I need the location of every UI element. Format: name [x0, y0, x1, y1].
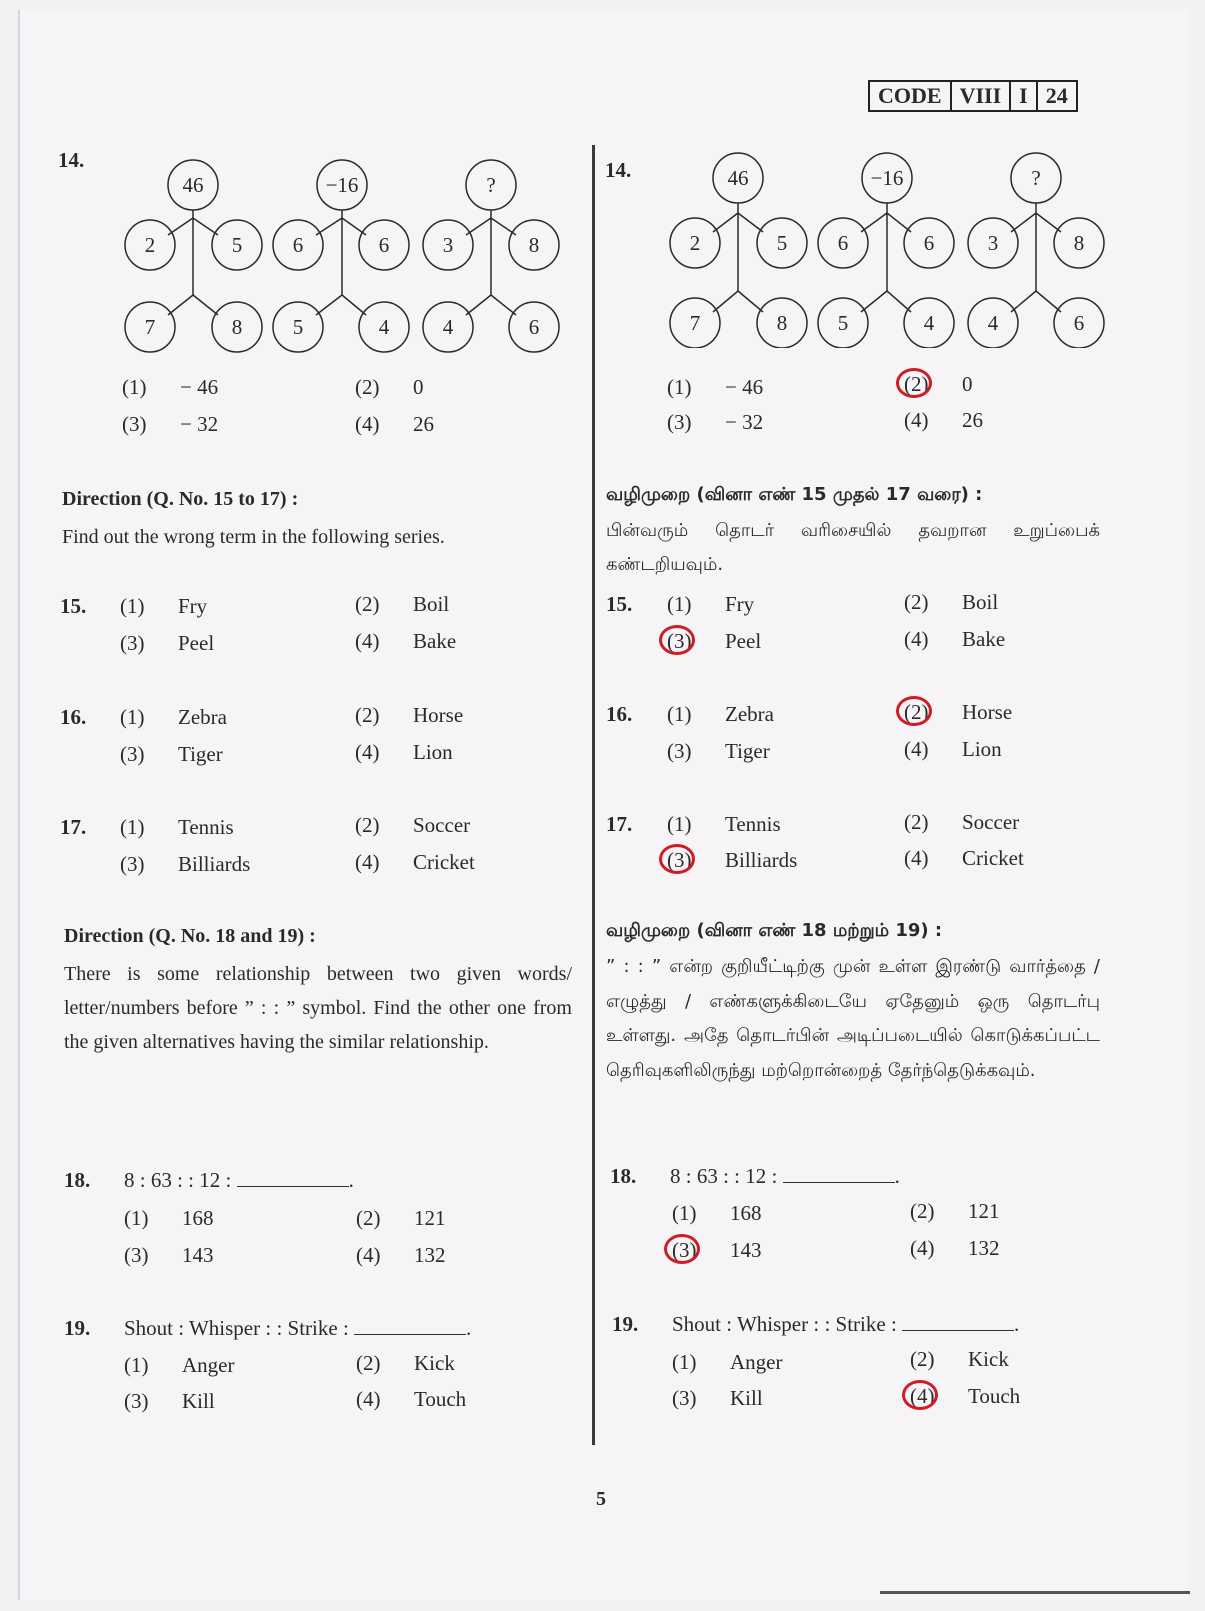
direction-heading: Direction (Q. No. 15 to 17) : — [62, 488, 299, 510]
option[interactable]: (1) Tennis — [120, 815, 234, 839]
option[interactable]: (2) Kick — [910, 1347, 1009, 1371]
question-number: 16. — [606, 702, 633, 726]
option[interactable]: (3) 143 — [124, 1243, 214, 1267]
question-number: 16. — [60, 705, 87, 729]
fig3-bottom-left: 4 — [987, 311, 999, 335]
fig2-bottom-left: 5 — [837, 311, 849, 335]
code-page: 24 — [1045, 83, 1068, 108]
direction-heading: வழிமுறை (வினா எண் 15 முதல் 17 வரை) : — [606, 484, 983, 505]
option-marked[interactable]: (4) Touch — [910, 1384, 1020, 1409]
question-number: 15. — [60, 594, 87, 618]
fig1-bottom-right: 8 — [231, 315, 243, 339]
option[interactable]: (1) Zebra — [667, 702, 774, 726]
question-number: 14. — [605, 158, 632, 182]
fig2-mid-right: 6 — [923, 231, 935, 255]
code-set: I — [1011, 82, 1038, 110]
fig3-mid-left: 3 — [987, 231, 999, 255]
fig3-bottom-left: 4 — [442, 315, 454, 339]
column-divider — [592, 145, 595, 1445]
option[interactable]: (3) − 32 — [122, 412, 219, 436]
option[interactable]: (4) Lion — [904, 737, 1002, 761]
option[interactable]: (2) Soccer — [355, 813, 471, 837]
option-marked[interactable]: (3) Peel — [667, 629, 761, 654]
answer-blank — [354, 1334, 466, 1335]
option[interactable]: (1) Tennis — [667, 812, 781, 836]
question-number: 17. — [60, 815, 87, 839]
question-number: 19. — [612, 1312, 639, 1336]
answer-mark-circle — [902, 1380, 938, 1410]
fig3-mid-left: 3 — [442, 233, 454, 257]
answer-mark-circle — [659, 625, 695, 655]
question-number: 17. — [606, 812, 633, 836]
option[interactable]: (2) 0 — [355, 375, 424, 399]
option[interactable]: (4) 132 — [910, 1236, 1000, 1260]
fig3-bottom-right: 6 — [528, 315, 540, 339]
scan-edge — [18, 10, 20, 1600]
fig3-top: ? — [1031, 166, 1041, 190]
fig2-top: −16 — [325, 173, 359, 197]
option[interactable]: (2) Horse — [355, 703, 464, 727]
option[interactable]: (2) Kick — [356, 1351, 455, 1375]
fig3-top: ? — [486, 173, 496, 197]
option-marked[interactable]: (2) Horse — [904, 700, 1012, 725]
q14-figure — [110, 155, 570, 355]
fig2-mid-left: 6 — [292, 233, 304, 257]
question-stem: 8 : 63 : : 12 : . — [124, 1168, 354, 1192]
direction-body: There is some relationship between two given words/ letter/numbers before ” : : ” symbol. Find the other one from the given alternatives having the similar relationship. — [64, 963, 572, 1053]
answer-blank — [237, 1186, 349, 1187]
fig2-bottom-left: 5 — [292, 315, 304, 339]
option[interactable]: (2) Boil — [904, 590, 999, 614]
option[interactable]: (3) Tiger — [667, 739, 770, 763]
question-stem: Shout : Whisper : : Strike : . — [124, 1316, 472, 1340]
option[interactable]: (1) Zebra — [120, 705, 227, 729]
option[interactable]: (1) Anger — [672, 1350, 783, 1374]
code-label: CODE — [870, 82, 952, 110]
fig2-mid-left: 6 — [837, 231, 849, 255]
question-number: 19. — [64, 1316, 91, 1340]
direction-body: ” : : ” என்ற குறியீட்டிற்கு முன் உள்ள இரண்டு வார்த்தை / எழுத்து / எண்களுக்கிடையே ஏதேனும் ஒரு தொடர்பு உள்ளது. அதே தொடர்பின் அடிப்படையில் கொடுக்கப்பட்ட தெரிவுகளிலிருந்து மற்றொன்றைத் தேர்ந்தெடுக்கவும். — [606, 956, 1100, 1081]
option[interactable]: (4) Lion — [355, 740, 453, 764]
direction-heading: Direction (Q. No. 18 and 19) : — [64, 925, 316, 947]
fig2-top: −16 — [870, 166, 904, 190]
option[interactable]: (4) Cricket — [904, 846, 1024, 870]
question-stem: Shout : Whisper : : Strike : . — [672, 1312, 1020, 1336]
answer-blank — [783, 1182, 895, 1183]
fig3-bottom-right: 6 — [1073, 311, 1085, 335]
fig2-mid-right: 6 — [378, 233, 390, 257]
option[interactable]: (3) Peel — [120, 631, 215, 655]
answer-blank — [902, 1330, 1014, 1331]
fig1-top: 46 — [727, 166, 749, 190]
option[interactable]: (4) 26 — [355, 412, 434, 436]
question-number: 18. — [610, 1164, 637, 1188]
option[interactable]: (4) 132 — [356, 1243, 446, 1267]
option[interactable]: (2) 121 — [910, 1199, 1000, 1223]
question-number: 14. — [58, 148, 85, 172]
option[interactable]: (2) Soccer — [904, 810, 1020, 834]
option[interactable]: (3) Kill — [124, 1389, 215, 1413]
option[interactable]: (4) Cricket — [355, 850, 475, 874]
answer-mark-circle — [659, 844, 695, 874]
fig3-mid-right: 8 — [1073, 231, 1085, 255]
page-number: 5 — [596, 1488, 606, 1510]
option[interactable]: (4) 26 — [904, 408, 983, 432]
fig1-mid-left: 2 — [144, 233, 156, 257]
question-stem: 8 : 63 : : 12 : . — [670, 1164, 900, 1188]
code-box — [868, 80, 1078, 112]
option[interactable]: (1) − 46 — [122, 375, 219, 399]
q14-figure — [655, 148, 1115, 348]
option[interactable]: (1) Fry — [667, 592, 755, 616]
option[interactable]: (3) Kill — [672, 1386, 763, 1410]
fig1-bottom-left: 7 — [144, 315, 156, 339]
fig2-bottom-right: 4 — [378, 315, 390, 339]
option[interactable]: (4) Bake — [355, 629, 457, 653]
question-number: 18. — [64, 1168, 91, 1192]
option[interactable]: (1) Fry — [120, 594, 208, 618]
code-class: VIII — [952, 82, 1012, 110]
fig2-bottom-right: 4 — [923, 311, 935, 335]
option[interactable]: (3) Billiards — [120, 852, 251, 876]
option[interactable]: (4) Bake — [904, 627, 1006, 651]
option[interactable]: (1) 168 — [124, 1206, 214, 1230]
option-marked[interactable]: (3) 143 — [672, 1238, 762, 1263]
fig1-mid-right: 5 — [776, 231, 788, 255]
option[interactable]: (1) − 46 — [667, 375, 764, 399]
answer-mark-circle — [896, 368, 932, 398]
option[interactable]: (3) Tiger — [120, 742, 223, 766]
option[interactable]: (2) Boil — [355, 592, 450, 616]
answer-mark-circle — [664, 1234, 700, 1264]
option-marked[interactable]: (2) 0 — [904, 372, 973, 397]
page-bottom-rule — [880, 1591, 1190, 1594]
option[interactable]: (1) 168 — [672, 1201, 762, 1225]
fig1-mid-left: 2 — [689, 231, 701, 255]
fig1-mid-right: 5 — [231, 233, 243, 257]
direction-body: பின்வரும் தொடர் வரிசையில் தவறான உறுப்பைக் கண்டறியவும். — [606, 520, 1100, 575]
fig1-bottom-right: 8 — [776, 311, 788, 335]
direction-heading: வழிமுறை (வினா எண் 18 மற்றும் 19) : — [606, 920, 943, 941]
question-number: 15. — [606, 592, 633, 616]
option[interactable]: (2) 121 — [356, 1206, 446, 1230]
fig3-mid-right: 8 — [528, 233, 540, 257]
option-marked[interactable]: (3) Billiards — [667, 848, 797, 873]
option[interactable]: (3) − 32 — [667, 410, 764, 434]
fig1-top: 46 — [182, 173, 204, 197]
option[interactable]: (1) Anger — [124, 1353, 235, 1377]
answer-mark-circle — [896, 696, 932, 726]
direction-body: Find out the wrong term in the following series. — [62, 526, 445, 548]
option[interactable]: (4) Touch — [356, 1387, 467, 1411]
fig1-bottom-left: 7 — [689, 311, 701, 335]
